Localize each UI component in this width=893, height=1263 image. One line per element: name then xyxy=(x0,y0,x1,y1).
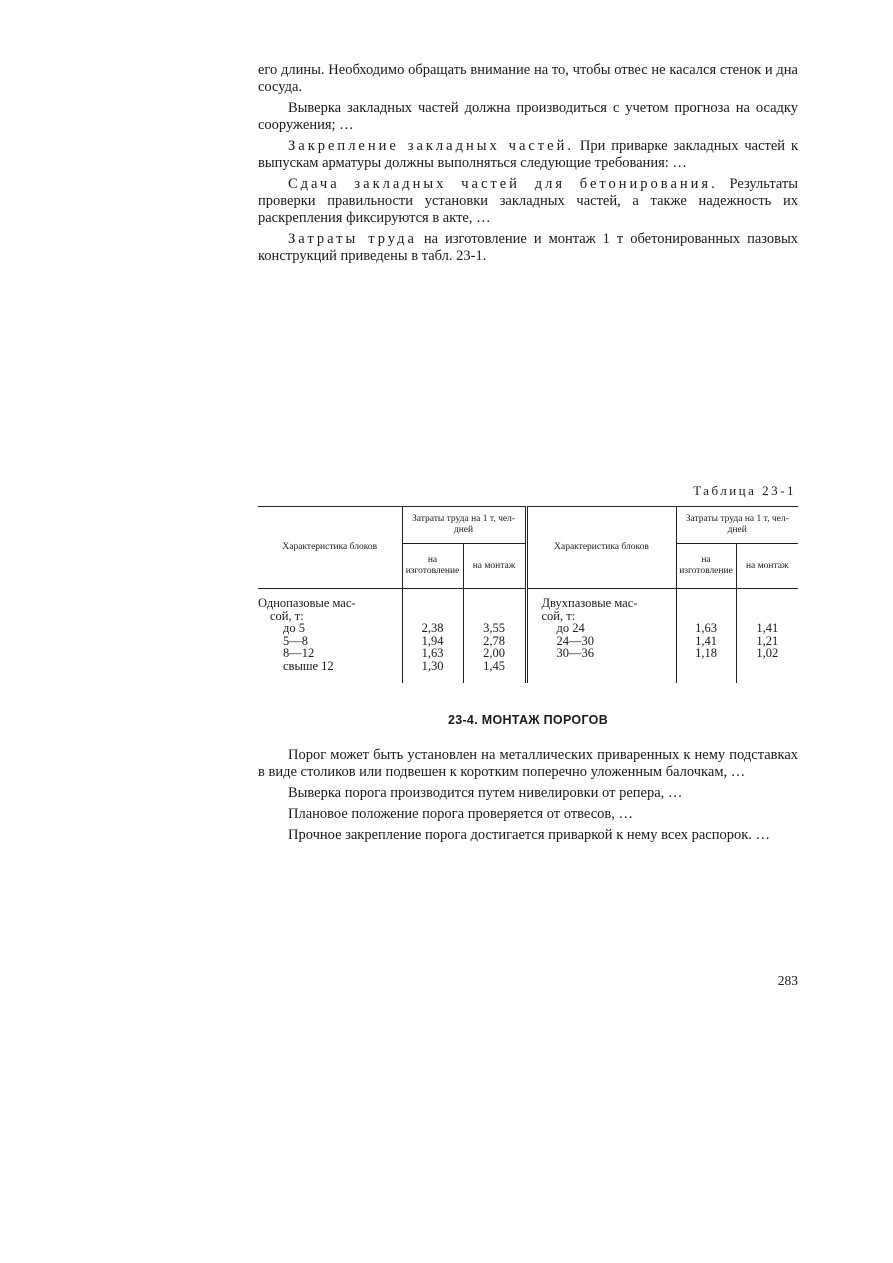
labor-cost-table xyxy=(258,506,798,683)
section-paragraph: Выверка порога производится путем нивелировки от репера, … xyxy=(288,785,683,801)
table-body-row xyxy=(258,589,798,684)
right-manufacture-value: 1,63 xyxy=(695,621,717,635)
labor-body: на изготовление и монтаж 1 т обетонированных пазовых конструкций приведены в табл. 23-1. xyxy=(258,231,798,264)
right-installation-value: 1,02 xyxy=(756,646,779,660)
handover-lead: Сдача закладных частей для бетонирования. xyxy=(288,176,718,192)
labor-paragraph xyxy=(258,231,798,265)
alignment-paragraph: Выверка закладных частей должна производиться с учетом прогноза на осадку сооружения; … xyxy=(258,100,798,133)
fixing-paragraph xyxy=(258,138,798,172)
header-labor-group-left: Затраты труда на 1 т, чел-дней xyxy=(402,507,526,544)
handover-paragraph xyxy=(258,176,798,227)
right-manufacture-cell xyxy=(676,589,736,684)
left-row-label: свыше 12 xyxy=(283,658,334,673)
left-row-label: до 5 xyxy=(283,621,305,635)
left-installation-value: 2,78 xyxy=(483,633,505,648)
right-category-line2: сой, т: xyxy=(541,608,576,623)
section-paragraph: Плановое положение порога проверяется от отвесов, … xyxy=(288,806,634,822)
left-manufacture-value: 1,94 xyxy=(421,633,444,648)
right-row-label: до 24 xyxy=(556,621,585,635)
section-text-block xyxy=(258,747,798,848)
left-category-cell xyxy=(258,589,402,684)
header-manufacture-right: на изготовление xyxy=(676,544,736,589)
right-manufacture-value: 1,41 xyxy=(695,633,717,648)
left-installation-cell xyxy=(463,589,526,684)
page-number: 283 xyxy=(777,973,798,988)
top-text-block xyxy=(258,62,798,269)
right-manufacture-value: 1,18 xyxy=(695,646,717,660)
left-row-label: 5—8 xyxy=(283,633,308,648)
fixing-lead: Закрепление закладных частей. xyxy=(288,138,574,154)
header-installation-right: на монтаж xyxy=(736,544,798,589)
header-manufacture-left: на изготовление xyxy=(402,544,463,589)
header-block-characteristic-right: Характеристика блоков xyxy=(526,507,676,589)
left-installation-value: 3,55 xyxy=(483,621,505,635)
right-category-cell xyxy=(526,589,676,684)
table-caption: Таблица 23-1 xyxy=(693,483,796,498)
right-row-label: 30—36 xyxy=(556,646,594,660)
right-installation-value: 1,41 xyxy=(756,621,779,635)
right-installation-cell xyxy=(736,589,798,684)
labor-lead: Затраты труда xyxy=(288,231,417,247)
header-labor-group-right: Затраты труда на 1 т, чел-дней xyxy=(676,507,798,544)
continuation-paragraph: его длины. Необходимо обращать внимание на то, чтобы отвес не касался стенок и дна сосуда. xyxy=(258,62,798,95)
left-category-line2: сой, т: xyxy=(270,608,304,623)
left-installation-value: 1,45 xyxy=(483,658,505,673)
left-manufacture-value: 1,63 xyxy=(421,646,444,660)
header-block-characteristic-left: Характеристика блоков xyxy=(258,507,402,589)
left-row-label: 8—12 xyxy=(283,646,315,660)
right-category-line1: Двухпазовые мас- xyxy=(541,596,638,610)
fixing-body: При приварке закладных частей к выпускам арматуры должны выполняться следующие требования: … xyxy=(258,138,799,171)
left-category-line1: Однопазовые мас- xyxy=(258,596,356,610)
left-manufacture-value: 2,38 xyxy=(421,621,444,635)
section-paragraph: Порог может быть установлен на металлических приваренных к нему подставках в виде столиков или подвешен к коротким поперечно уложенным балочкам, … xyxy=(258,747,798,780)
handover-body: Результаты проверки правильности установки закладных частей, а также надежность их раскрепления фиксируются в акте, … xyxy=(258,176,798,226)
table-header-row xyxy=(258,507,798,544)
left-manufacture-cell xyxy=(402,589,463,684)
section-paragraph: Прочное закрепление порога достигается приваркой к нему всех распорок. … xyxy=(288,827,771,843)
section-title: 23-4. МОНТАЖ ПОРОГОВ xyxy=(447,713,609,727)
right-installation-value: 1,21 xyxy=(756,633,779,648)
left-manufacture-value: 1,30 xyxy=(421,658,444,673)
header-installation-left: на монтаж xyxy=(463,544,526,589)
left-installation-value: 2,00 xyxy=(483,646,505,660)
right-row-label: 24—30 xyxy=(556,633,594,648)
